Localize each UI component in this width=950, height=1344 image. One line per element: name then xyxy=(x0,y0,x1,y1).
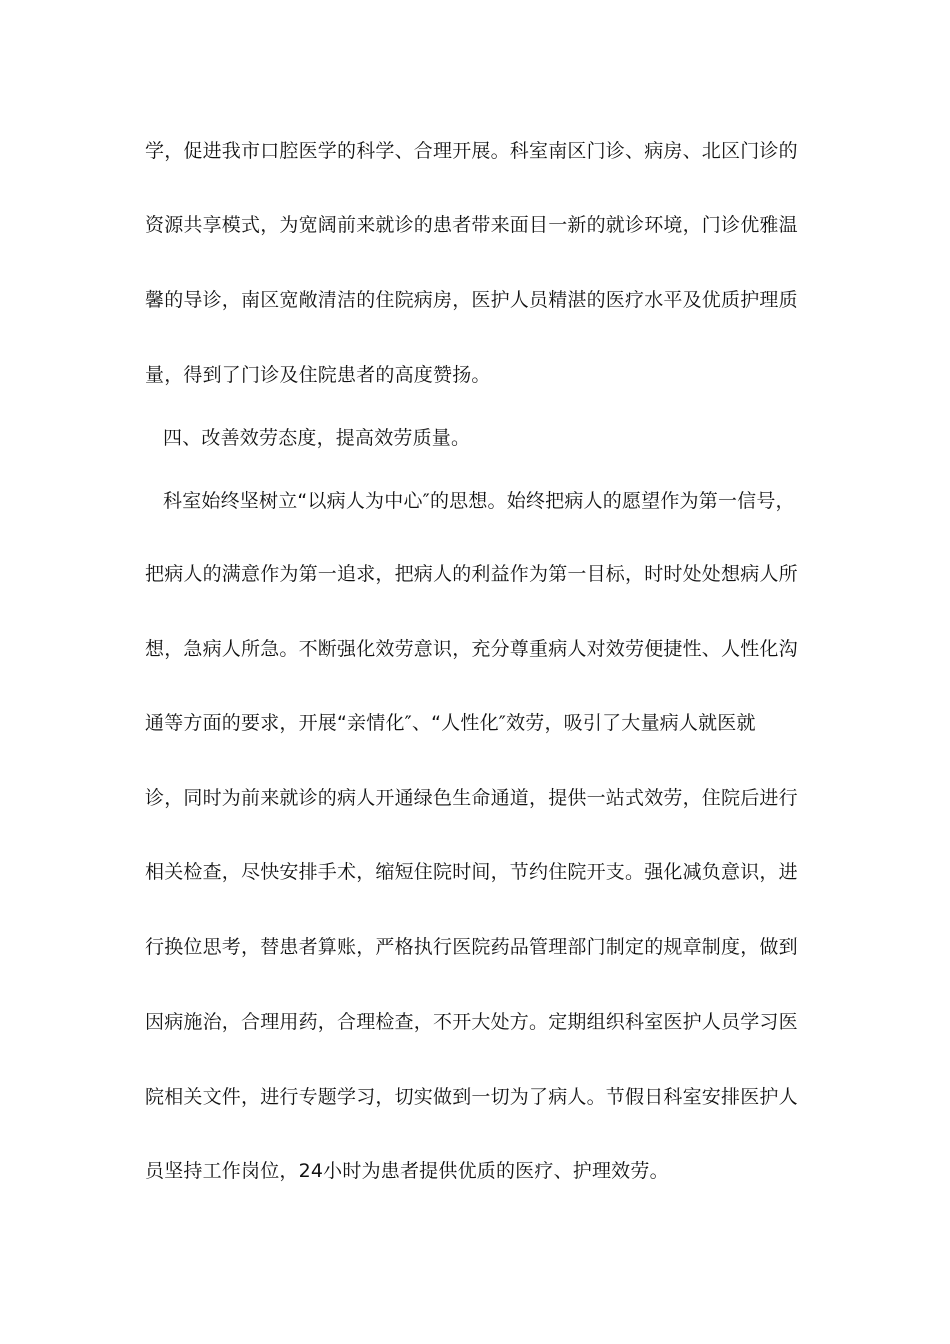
paragraph-line: 馨的导诊，南区宽敞清洁的住院病房，医护人员精湛的医疗水平及优质护理质 xyxy=(145,289,798,311)
paragraph-line: 相关检查，尽快安排手术，缩短住院时间，节约住院开支。强化减负意识，进 xyxy=(145,861,798,883)
paragraph-line: 院相关文件，进行专题学习，切实做到一切为了病人。节假日科室安排医护人 xyxy=(145,1086,798,1108)
paragraph-line: 行换位思考，替患者算账，严格执行医院药品管理部门制定的规章制度，做到 xyxy=(145,936,798,958)
paragraph-line: 科室始终坚树立“以病人为中心″的思想。始终把病人的愿望作为第一信号， xyxy=(163,490,795,512)
paragraph-line: 想，急病人所急。不断强化效劳意识，充分尊重病人对效劳便捷性、人性化沟 xyxy=(145,638,798,660)
paragraph-line: 把病人的满意作为第一追求，把病人的利益作为第一目标，时时处处想病人所 xyxy=(145,563,798,585)
paragraph-line: 资源共享模式，为宽阔前来就诊的患者带来面目一新的就诊环境，门诊优雅温 xyxy=(145,214,798,236)
paragraph-line: 诊，同时为前来就诊的病人开通绿色生命通道，提供一站式效劳，住院后进行 xyxy=(145,787,798,809)
paragraph-line: 员坚持工作岗位，24小时为患者提供优质的医疗、护理效劳。 xyxy=(145,1160,669,1182)
paragraph-line: 学，促进我市口腔医学的科学、合理开展。科室南区门诊、病房、北区门诊的 xyxy=(145,140,798,162)
paragraph-line: 量，得到了门诊及住院患者的高度赞扬。 xyxy=(145,364,491,386)
paragraph-line: 因病施治，合理用药，合理检查，不开大处方。定期组织科室医护人员学习医 xyxy=(145,1011,798,1033)
paragraph-line: 通等方面的要求，开展“亲情化″、“人性化″效劳，吸引了大量病人就医就 xyxy=(145,712,756,734)
section-heading: 四、改善效劳态度，提高效劳质量。 xyxy=(163,427,471,449)
